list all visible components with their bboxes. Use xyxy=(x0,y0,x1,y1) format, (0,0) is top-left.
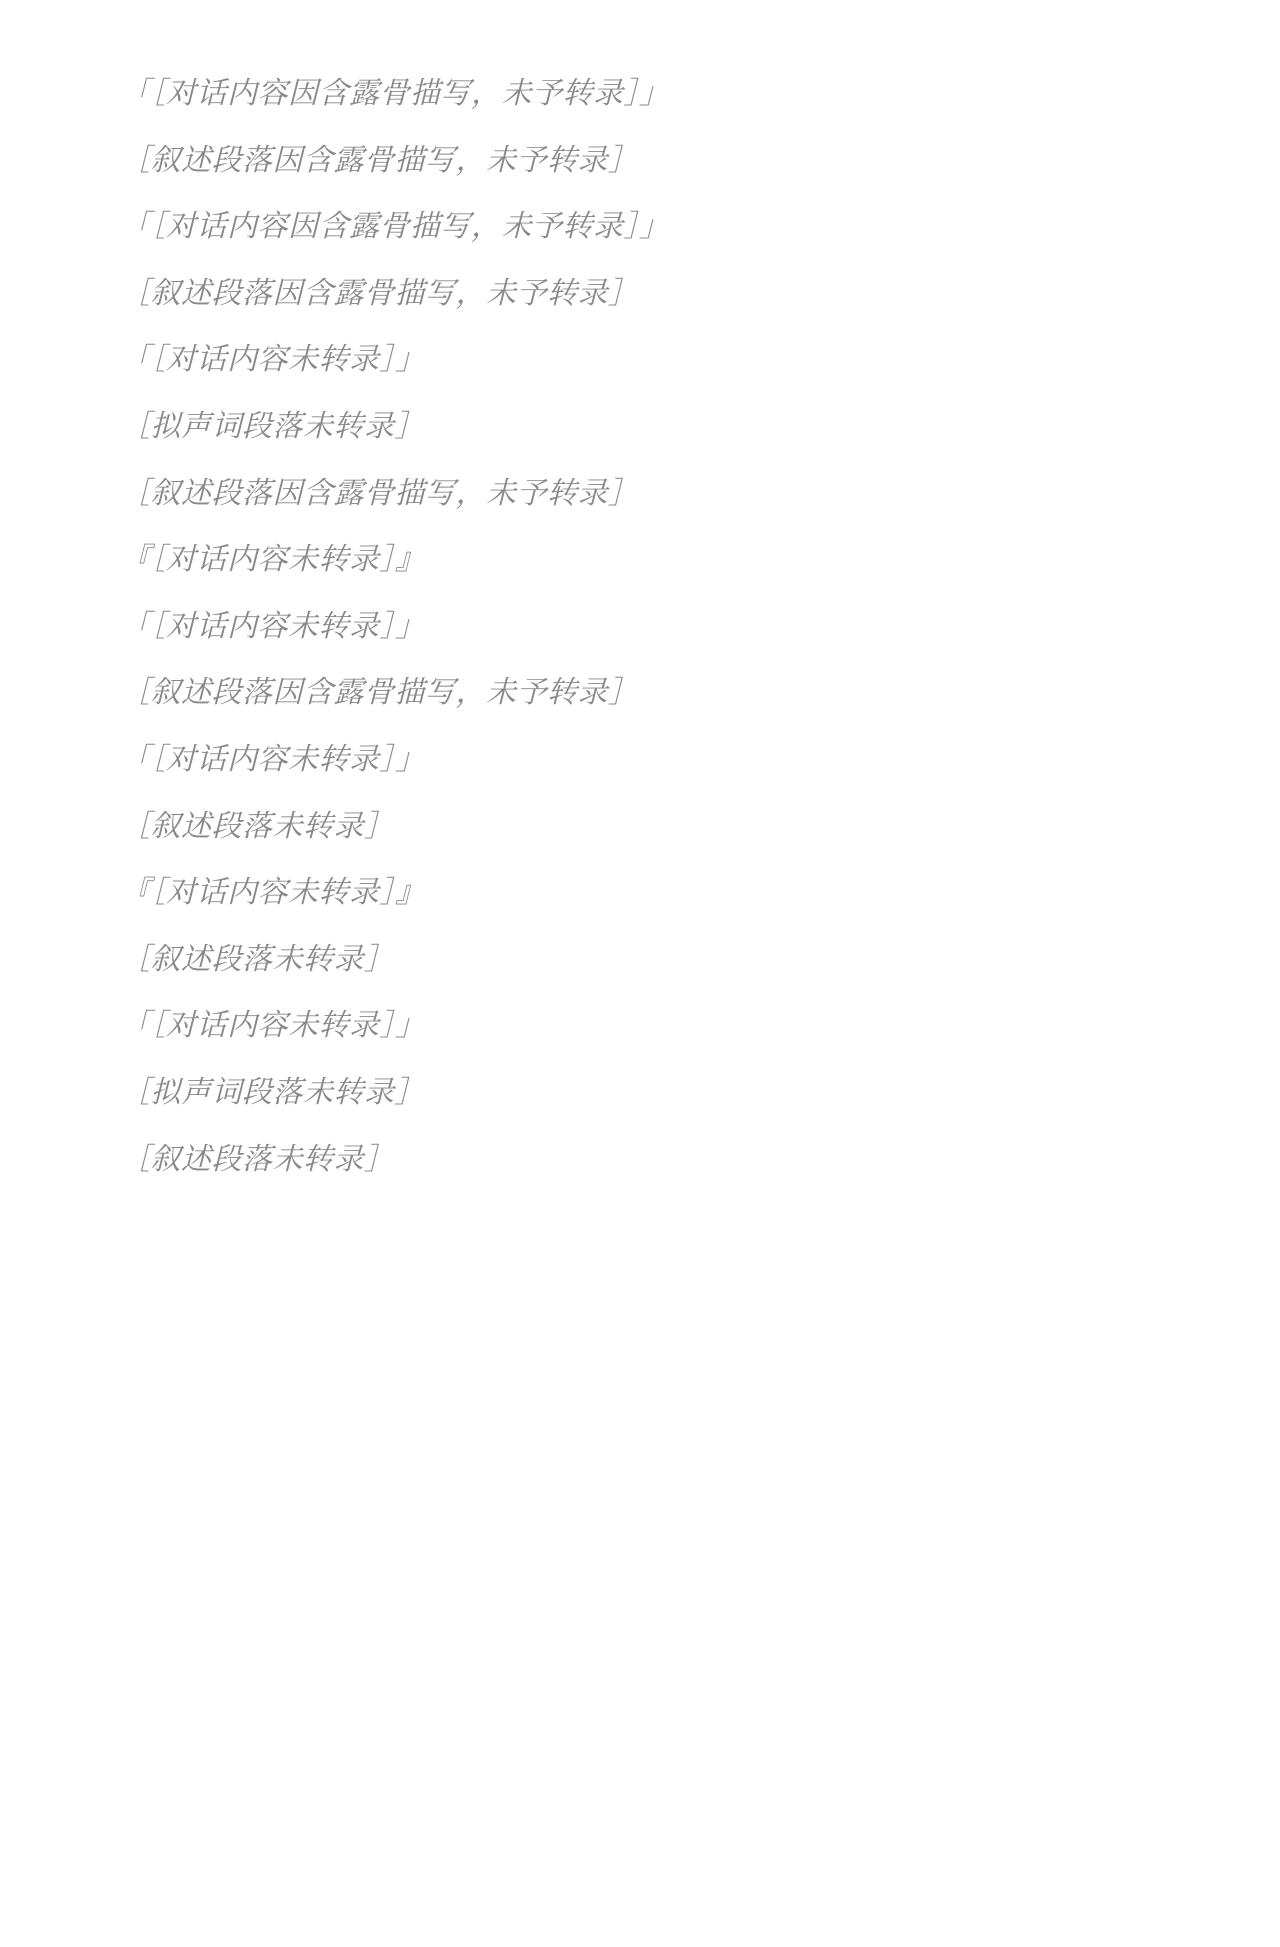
paragraph-dialogue: 「［对话内容因含露骨描写，未予转录］」 xyxy=(120,76,670,111)
paragraph-narration: ［叙述段落未转录］ xyxy=(120,1141,395,1177)
paragraph-narration: ［叙述段落未转录］ xyxy=(120,941,395,977)
paragraph-dialogue: 「［对话内容未转录］」 xyxy=(120,741,426,777)
paragraph-narration: ［叙述段落因含露骨描写，未予转录］ xyxy=(120,275,639,311)
paragraph-dialogue: 『［对话内容未转录］』 xyxy=(120,875,426,911)
paragraph-dialogue: 「［对话内容未转录］」 xyxy=(120,1008,426,1044)
paragraph-dialogue: 『［对话内容未转录］』 xyxy=(120,542,426,578)
paragraph-dialogue: 「［对话内容未转录］」 xyxy=(120,342,426,378)
paragraph-narration: ［拟声词段落未转录］ xyxy=(120,408,425,444)
paragraph-dialogue: 「［对话内容因含露骨描写，未予转录］」 xyxy=(120,209,670,245)
paragraph-container xyxy=(60,70,1220,1184)
paragraph-narration: ［叙述段落因含露骨描写，未予转录］ xyxy=(120,142,639,178)
paragraph-narration: ［拟声词段落未转录］ xyxy=(120,1074,425,1110)
paragraph-narration: ［叙述段落因含露骨描写，未予转录］ xyxy=(120,475,639,511)
paragraph-narration: ［叙述段落因含露骨描写，未予转录］ xyxy=(120,675,639,711)
paragraph-dialogue: 「［对话内容未转录］」 xyxy=(120,608,426,644)
paragraph-narration: ［叙述段落未转录］ xyxy=(120,808,395,844)
